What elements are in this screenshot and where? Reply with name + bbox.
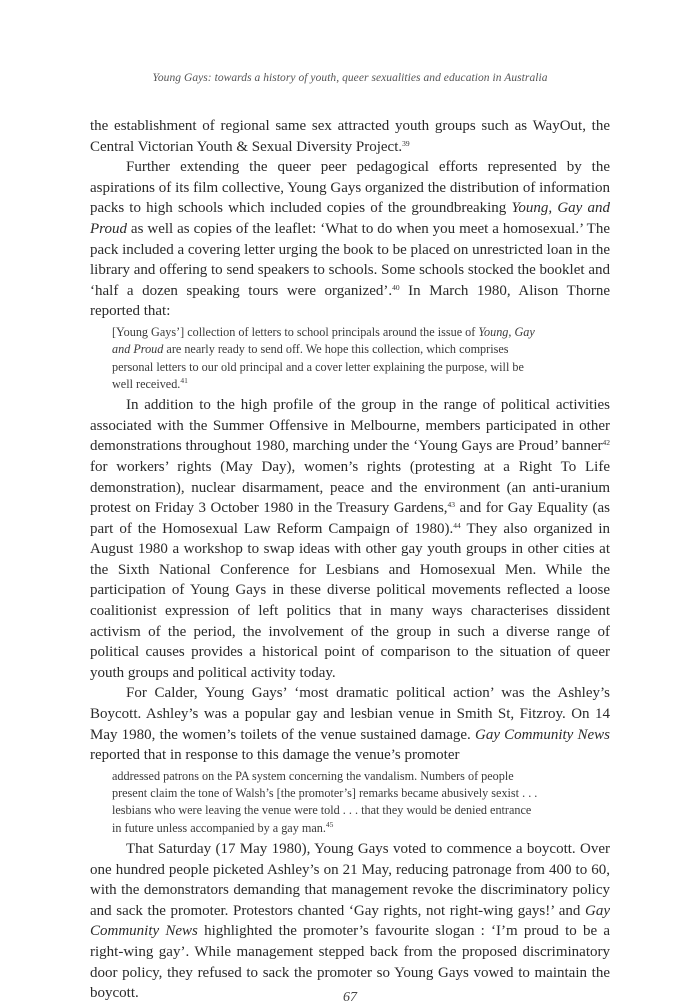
italic-title: Gay Community News <box>474 726 610 743</box>
paragraph-text: as well as copies of the leaflet: ‘What to do when you meet a homosexual.’ The pack included a covering letter urging the book to be placed on unrestricted loan in the library and offering to send speakers to schools. Some schools stocked the booklet and ‘half a dozen speaking tours were organized’. <box>90 220 610 299</box>
paragraph-text: In addition to the high profile of the group in the range of political activities associated with the Summer Offensive in Melbourne, members participated in other demonstrations throughout 1980, marching under the ‘Young Gays are Proud’ banner <box>90 397 610 455</box>
quote-text: [Young Gays’] collection of letters to school principals around the issue of <box>112 324 479 339</box>
footnote-ref: 45 <box>325 819 334 829</box>
paragraph-4 <box>90 683 610 765</box>
footnote-ref: 41 <box>180 375 188 385</box>
paragraph-text: In March 1980, Alison Thorne reported that: <box>90 282 610 320</box>
footnote-ref: 39 <box>402 138 410 148</box>
body-text <box>90 116 610 1004</box>
paragraph-text: and for Gay Equality (as part of the Homosexual Law Reform Campaign of 1980). <box>90 500 611 537</box>
block-quote-1 <box>112 324 542 393</box>
paragraph-2 <box>90 157 610 322</box>
quote-text: addressed patrons on the PA system concerning the vandalism. Numbers of people present claim the tone of Walsh’s [the promoter’s] remarks became abusively sexist . . . lesbians who were leaving the venue were told . . . that they would be denied entrance in future unless accompanied by a gay man. <box>112 768 538 835</box>
paragraph-5 <box>90 839 610 1004</box>
paragraph-3 <box>90 395 610 683</box>
footnote-ref: 43 <box>447 500 456 510</box>
footnote-ref: 44 <box>453 520 461 530</box>
paragraph-text: That Saturday (17 May 1980), Young Gays voted to commence a boycott. Over one hundred people picketed Ashley’s on 21 May, reducing patronage from 400 to 60, with the demonstrators demanding that management revoke the discriminatory policy and sack the promoter. Protestors chanted ‘Gay rights, not right-wing gays!’ and <box>90 841 610 919</box>
page-number: 67 <box>343 990 357 1005</box>
italic-title: Young, Gay and Proud <box>90 200 610 237</box>
paragraph-text: for workers’ rights (May Day), women’s rights (protesting at a Right To Life demonstration), nuclear disarmament, peace and the environment (an anti-uranium protest on Friday 3 October 1980 in the Treasury Gardens, <box>90 458 610 517</box>
paragraph-text: the establishment of regional same sex attracted youth groups such as WayOut, the Central Victorian Youth & Sexual Diversity Project. <box>90 118 610 155</box>
block-quote-2 <box>112 768 542 837</box>
paragraph-text: highlighted the promoter’s favourite slogan : ‘I’m proud to be a right-wing gay’. While management stepped back from the proposed discriminatory door policy, they refused to sack the promoter so Young Gays vowed to maintain the boycott. <box>90 923 610 1002</box>
quote-text: are nearly ready to send off. We hope this collection, which comprises personal letters to our old principal and a cover letter explaining the purpose, will be well received. <box>112 342 524 391</box>
book-page <box>90 72 611 1005</box>
italic-title: Gay Community News <box>90 902 610 940</box>
paragraph-text: reported that in response to this damage the venue’s promoter <box>90 747 460 764</box>
footnote-ref: 40 <box>392 282 400 292</box>
italic-title: Young, Gay and Proud <box>112 324 535 357</box>
running-head: Young Gays: towards a history of youth, queer sexualities and education in Australia <box>152 72 548 84</box>
paragraph-text: For Calder, Young Gays’ ‘most dramatic political action’ was the Ashley’s Boycott. Ashley’s was a popular gay and lesbian venue in Smith St, Fitzroy. On 14 May 1980, the women’s toilets of the venue sustained damage. <box>90 685 610 743</box>
footnote-ref: 42 <box>602 438 610 448</box>
paragraph-text: Further extending the queer peer pedagogical efforts represented by the aspirations of its film collective, Young Gays organized the distribution of information packs to high schools which included copies of the groundbreaking <box>90 159 610 217</box>
paragraph-1 <box>90 116 610 157</box>
paragraph-text: They also organized in August 1980 a workshop to swap ideas with other gay youth groups in other cities at the Sixth National Conference for Lesbians and Homosexual Men. While the participation of Young Gays in these diverse political movements reflected a loose coalitionist expression of left politics that in many ways characterises dissident activism of the period, the involvement of the group in such a diverse range of political causes provides a historical point of comparison to the situation of queer youth groups and political activity today. <box>90 520 610 681</box>
